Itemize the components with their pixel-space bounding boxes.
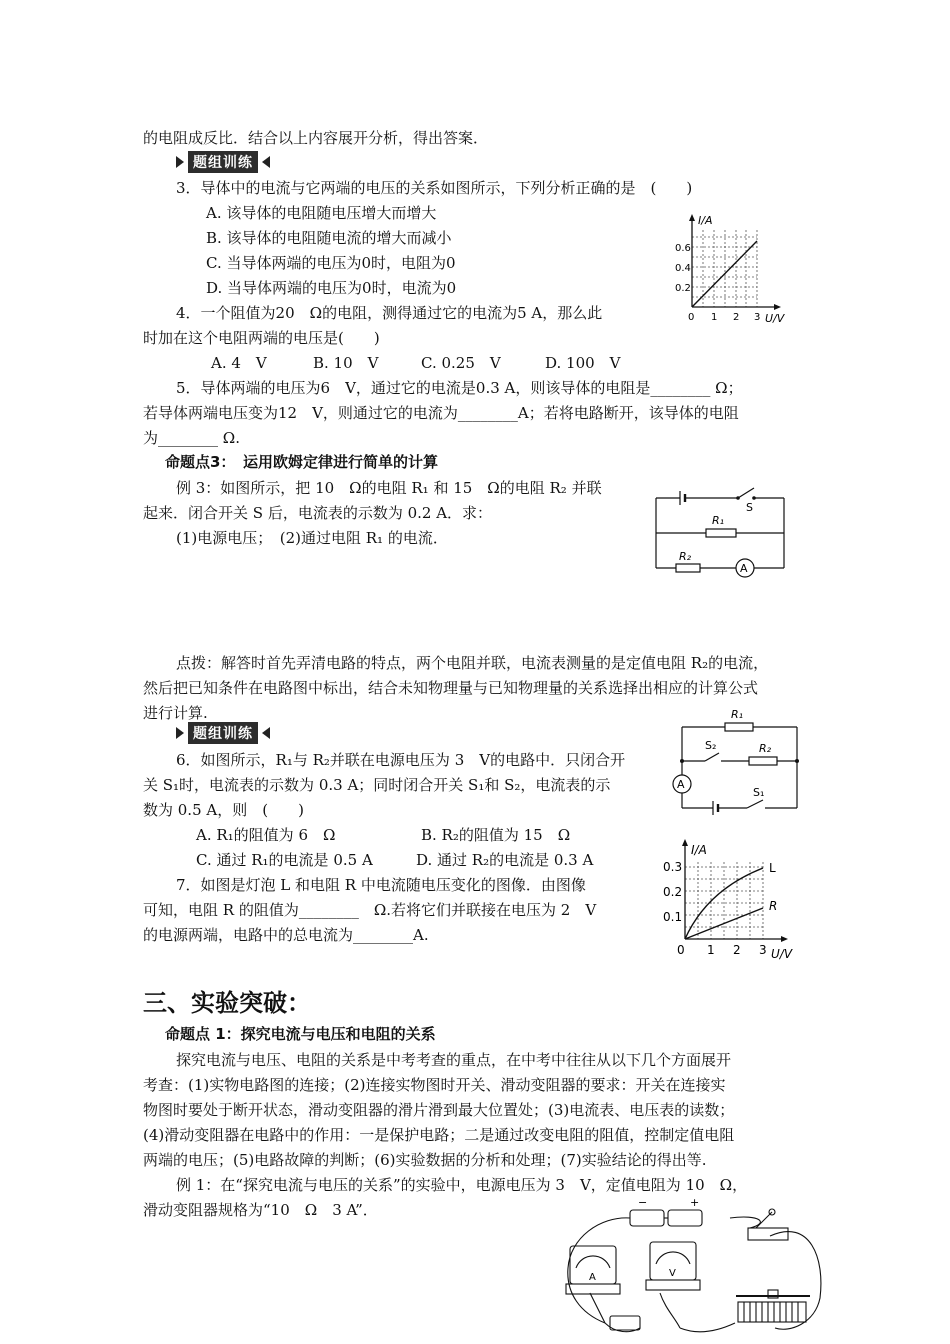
circuit-2-s2-label: S₂: [705, 739, 717, 752]
graph-1-y-tick: 0.2: [675, 283, 691, 294]
question-4-option-a[interactable]: A. 4 V: [211, 354, 267, 372]
question-5-line-3: 为________ Ω.: [143, 429, 240, 447]
question-6-option-b[interactable]: B. R₂的阻值为 15 Ω: [421, 826, 571, 844]
question-6-option-a[interactable]: A. R₁的阻值为 6 Ω: [196, 826, 336, 844]
triangle-right-icon: [176, 727, 184, 739]
question-3-option-d[interactable]: D. 当导体两端的电压为0时，电流为0: [206, 279, 457, 297]
circuit-1-ammeter-label: A: [740, 562, 748, 575]
graph-2-curve-L-label: L: [769, 861, 776, 875]
example-3-line-1: 例 3：如图所示，把 10 Ω的电阻 R₁ 和 15 Ω的电阻 R₂ 并联: [176, 479, 602, 497]
question-6-line-3: 数为 0.5 A，则 ( ): [143, 801, 304, 819]
apparatus-plus-terminal: +: [690, 1198, 700, 1209]
circuit-2-r2-label: R₂: [759, 742, 772, 755]
question-5-line-2: 若导体两端电压变为12 V，则通过它的电流为________A；若将电路断开，该导体的电阻: [143, 404, 739, 422]
question-3-option-b[interactable]: B. 该导体的电阻随电流的增大而减小: [206, 229, 452, 247]
graph-1-x-tick: 3: [754, 312, 761, 323]
topic-3-title: 命题点3： 运用欧姆定律进行简单的计算: [165, 453, 438, 471]
graph-2-y-label: I/A: [691, 843, 707, 857]
question-6-line-2: 关 S₁时，电流表的示数为 0.3 A；同时闭合开关 S₁和 S₂，电流表的示: [143, 776, 611, 794]
graph-1-y-label: I/A: [698, 214, 713, 227]
graph-1-x-tick: 2: [733, 312, 740, 323]
topic-1-title: 命题点 1：探究电流与电压和电阻的关系: [165, 1025, 436, 1043]
example-3-line-2: 起来．闭合开关 S 后，电流表的示数为 0.2 A．求：: [143, 504, 493, 522]
graph-2-x-tick: 2: [733, 943, 741, 957]
circuit-2-s1-label: S₁: [753, 786, 765, 799]
graph-2-x-tick: 1: [707, 943, 715, 957]
question-7-line-1: 7．如图是灯泡 L 和电阻 R 中电流随电压变化的图像．由图像: [176, 876, 586, 894]
graph-2-x-label: U/V: [771, 947, 793, 961]
question-6-line-1: 6．如图所示，R₁与 R₂并联在电源电压为 3 V的电路中．只闭合开: [176, 751, 626, 769]
apparatus-ammeter-label: A: [589, 1272, 596, 1283]
graph-1-x-tick: 0: [688, 312, 695, 323]
current-voltage-graph-2: [655, 832, 805, 962]
triangle-left-icon: [262, 156, 270, 168]
parallel-circuit-diagram-1: [650, 478, 790, 583]
question-7-line-3: 的电源两端，电路中的总电流为________A.: [143, 926, 429, 944]
example-1-line-1: 例 1：在“探究电流与电压的关系”的实验中，电源电压为 3 V，定值电阻为 10 Ω，: [176, 1176, 748, 1194]
parallel-circuit-diagram-2: [665, 703, 805, 815]
graph-1-y-tick: 0.4: [675, 263, 691, 274]
circuit-2-ammeter-label: A: [677, 778, 685, 791]
example-1-line-2: 滑动变阻器规格为“10 Ω 3 A”．: [143, 1201, 378, 1219]
triangle-left-icon: [262, 727, 270, 739]
question-4-option-d[interactable]: D. 100 V: [545, 354, 621, 372]
graph-2-y-tick: 0.1: [663, 910, 683, 924]
circuit-1-switch-label: S: [746, 501, 753, 514]
experiment-paragraph-line-1: 探究电流与电压、电阻的关系是中考考查的重点，在中考中往往从以下几个方面展开: [176, 1051, 732, 1069]
experiment-paragraph-line-2: 考查：(1)实物电路图的连接；(2)连接实物图时开关、滑动变阻器的要求：开关在连接实: [143, 1076, 726, 1094]
hint-line-2: 然后把已知条件在电路图中标出，结合未知物理量与已知物理量的关系选择出相应的计算公式: [143, 679, 759, 697]
practice-banner-label: 题组训练: [188, 722, 258, 744]
circuit-1-r2-label: R₂: [679, 550, 692, 563]
triangle-right-icon: [176, 156, 184, 168]
example-3-line-3: (1)电源电压； (2)通过电阻 R₁ 的电流．: [176, 529, 448, 547]
graph-1-x-tick: 1: [711, 312, 718, 323]
graph-2-line-R-label: R: [769, 899, 778, 913]
question-3-option-c[interactable]: C. 当导体两端的电压为0时，电阻为0: [206, 254, 456, 272]
circuit-2-r1-label: R₁: [731, 708, 744, 721]
question-4-line-2: 时加在这个电阻两端的电压是( ): [143, 329, 380, 347]
practice-banner: [176, 151, 270, 173]
graph-1-y-tick: 0.6: [675, 243, 691, 254]
graph-2-y-tick: 0.3: [663, 860, 683, 874]
practice-banner-label: 题组训练: [188, 151, 258, 173]
question-4-option-c[interactable]: C. 0.25 V: [421, 354, 501, 372]
experiment-paragraph-line-4: (4)滑动变阻器在电路中的作用：一是保护电路；二是通过改变电阻的阻值，控制定值电阻: [143, 1126, 735, 1144]
experiment-paragraph-line-3: 物图时要处于断开状态，滑动变阻器的滑片滑到最大位置处；(3)电流表、电压表的读数；: [143, 1101, 735, 1119]
graph-2-x-tick: 3: [759, 943, 767, 957]
question-6-option-d[interactable]: D. 通过 R₂的电流是 0.3 A: [416, 851, 594, 869]
apparatus-minus-terminal: −: [638, 1198, 648, 1209]
experiment-paragraph-line-5: 两端的电压；(5)电路故障的判断；(6)实验数据的分析和处理；(7)实验结论的得出等.: [143, 1151, 707, 1169]
intro-text: 的电阻成反比．结合以上内容展开分析，得出答案．: [143, 129, 489, 147]
question-3-option-a[interactable]: A. 该导体的电阻随电压增大而增大: [206, 204, 437, 222]
question-6-option-c[interactable]: C. 通过 R₁的电流是 0.5 A: [196, 851, 373, 869]
experiment-apparatus-illustration: [560, 1198, 832, 1342]
circuit-1-r1-label: R₁: [712, 514, 725, 527]
graph-2-y-tick: 0.2: [663, 885, 683, 899]
question-4-option-b[interactable]: B. 10 V: [313, 354, 379, 372]
hint-line-1: 点拨：解答时首先弄清电路的特点，两个电阻并联，电流表测量的是定值电阻 R₂的电流，: [176, 654, 769, 672]
current-voltage-graph-1: [665, 208, 795, 326]
graph-2-x-tick: 0: [677, 943, 685, 957]
section-3-title: 三、实验突破：: [143, 989, 311, 1017]
question-4-line-1: 4．一个阻值为20 Ω的电阻，测得通过它的电流为5 A，那么此: [176, 304, 603, 322]
practice-banner: [176, 722, 270, 744]
question-3-stem: 3．导体中的电流与它两端的电压的关系如图所示，下列分析正确的是 ( ): [176, 179, 693, 197]
question-7-line-2: 可知，电阻 R 的阻值为________ Ω.若将它们并联接在电压为 2 V: [143, 901, 597, 919]
apparatus-voltmeter-label: V: [669, 1268, 676, 1279]
hint-line-3: 进行计算.: [143, 704, 208, 722]
question-5-line-1: 5．导体两端的电压为6 V，通过它的电流是0.3 A，则该导体的电阻是________ Ω；: [176, 379, 743, 397]
graph-1-x-label: U/V: [765, 312, 785, 325]
